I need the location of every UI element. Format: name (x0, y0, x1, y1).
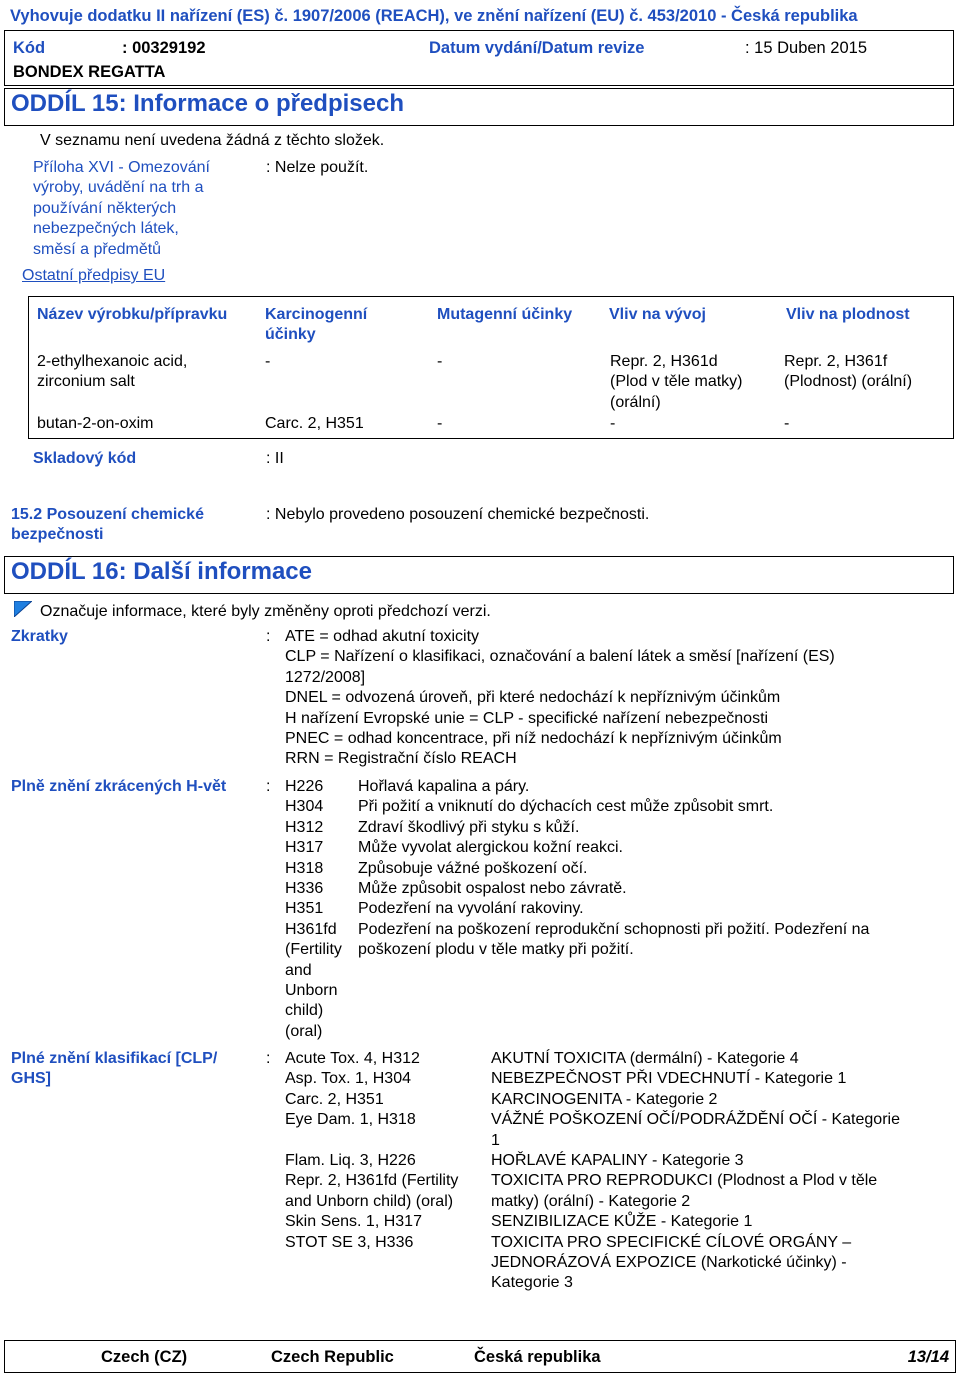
table-cell-line: (Plodnost) (orální) (784, 373, 913, 391)
date-label: Datum vydání/Datum revize (429, 39, 645, 57)
clp-item-code-line: STOT SE 3, H336 (285, 1233, 414, 1251)
annex-xvi-label-line: používání některých (33, 199, 177, 217)
h-statement-code-line: H318 (285, 859, 324, 877)
abbreviation-item: ATE = odhad akutní toxicity (285, 628, 480, 645)
h-statement-text-line: poškození plodu v těle matky při požití. (358, 941, 634, 959)
clp-item-text-line: VÁŽNÉ POŠKOZENÍ OČÍ/PODRÁŽDĚNÍ OČÍ - Kategorie (491, 1111, 900, 1129)
h-statement-text-line: Hořlavá kapalina a páry. (358, 778, 530, 795)
footer-country: Czech Republic (271, 1348, 394, 1366)
h-statement-code (285, 838, 358, 858)
h-statement-text (358, 818, 955, 838)
section-16-title: ODDÍL 16: Další informace (11, 558, 312, 585)
carcinogen-table (28, 296, 954, 439)
abbreviations-colon: : (266, 628, 271, 645)
table-cell-line: (orální) (610, 393, 661, 411)
storage-code-label: Skladový kód (33, 450, 137, 467)
clp-item (285, 1212, 955, 1232)
h-statement (285, 838, 955, 858)
table-header-mut: Mutagenní účinky (437, 306, 573, 323)
annex-xvi-label-line: výroby, uvádění na trh a (33, 179, 204, 197)
clp-item-code (285, 1212, 491, 1232)
h-statement-code (285, 920, 358, 1042)
clp-item-code-line: Carc. 2, H351 (285, 1090, 384, 1108)
h-statement-code-line: Unborn (285, 982, 338, 1000)
h-statements-colon: : (266, 778, 271, 795)
annex-xvi-label-line: nebezpečných látek, (33, 220, 179, 238)
h-statement-text-line: Zdraví škodlivý při styku s kůží. (358, 818, 580, 836)
clp-label-line: GHS] (11, 1070, 51, 1088)
abbreviations-list (285, 627, 945, 770)
h-statement (285, 859, 955, 879)
abbreviation-item: PNEC = odhad koncentrace, při níž nedochází k nepříznivým účinkům (285, 730, 782, 748)
h-statement-code (285, 899, 358, 919)
clp-item-code-line: Repr. 2, H361fd (Fertility (285, 1172, 459, 1190)
abbreviation-item: RRN = Registrační číslo REACH (285, 750, 517, 768)
clp-colon: : (266, 1050, 271, 1067)
h-statement-code (285, 859, 358, 879)
abbreviation-item: CLP = Nařízení o klasifikaci, označování a balení látek a směsí [nařízení (ES) (285, 648, 835, 666)
h-statement-code-line: and (285, 961, 312, 979)
h-statement-text-line: Může způsobit ospalost nebo závratě. (358, 880, 627, 898)
table-row (37, 414, 154, 434)
h-statement (285, 920, 955, 1042)
h-statements-label: Plně znění zkrácených H-vět (11, 778, 227, 795)
abbreviation-item: 1272/2008] (285, 668, 366, 686)
assessment-label (11, 505, 204, 546)
h-statement-text-line: Způsobuje vážné poškození očí. (358, 859, 588, 877)
h-statement-code-line: (Fertility (285, 941, 342, 959)
clp-item-code (285, 1049, 491, 1069)
table-header-carc (265, 305, 367, 346)
h-statement (285, 777, 955, 797)
h-statement-code (285, 818, 358, 838)
clp-item-code (285, 1090, 491, 1110)
clp-item-code-line: Skin Sens. 1, H317 (285, 1213, 422, 1231)
h-statement-text (358, 838, 955, 858)
table-row (37, 352, 187, 393)
table-header-carc-line: účinky (265, 326, 316, 344)
code-value: : 00329192 (122, 39, 206, 57)
table-cell: zirconium salt (37, 373, 135, 391)
table-cell: 2-ethylhexanoic acid, (37, 353, 188, 370)
h-statements-list (285, 777, 955, 1042)
table-header-fert: Vliv na plodnost (786, 306, 910, 323)
clp-item-text (491, 1069, 955, 1089)
h-statement-code-line: H226 (285, 778, 324, 795)
clp-item-text-line: HOŘLAVÉ KAPALINY - Kategorie 3 (491, 1152, 744, 1170)
changed-marker-icon (14, 601, 32, 617)
h-statement-code-line: H336 (285, 880, 324, 898)
table-cell: - (437, 353, 443, 370)
table-header-name: Název výrobku/přípravku (37, 306, 228, 323)
section-15-header (4, 88, 954, 126)
clp-item-code-line: Acute Tox. 4, H312 (285, 1050, 420, 1067)
h-statement (285, 818, 955, 838)
h-statement-text (358, 797, 955, 817)
h-statement-code-line: H312 (285, 818, 324, 836)
h-statement (285, 879, 955, 899)
h-statement-text (358, 920, 955, 1042)
page-number: 13/14 (907, 1348, 949, 1366)
table-cell-line: Repr. 2, H361f (784, 353, 888, 370)
clp-item-code-line: Asp. Tox. 1, H304 (285, 1070, 411, 1088)
clp-item-code (285, 1151, 491, 1171)
clp-item-text-line: TOXICITA PRO REPRODUKCI (Plodnost a Plod v těle (491, 1172, 878, 1190)
table-cell-line: (Plod v těle matky) (610, 373, 743, 391)
date-value: : 15 Duben 2015 (745, 39, 868, 57)
h-statement-text (358, 777, 955, 797)
changed-note: Označuje informace, které byly změněny oproti předchozí verzi. (40, 603, 491, 620)
table-cell-line: Repr. 2, H361d (610, 353, 718, 370)
table-header-carc-line: Karcinogenní (265, 306, 368, 323)
footer-language: Czech (CZ) (101, 1348, 188, 1366)
clp-item-text-line: NEBEZPEČNOST PŘI VDECHNUTÍ - Kategorie 1 (491, 1070, 847, 1088)
clp-label-line: Plné znění klasifikací [CLP/ (11, 1050, 218, 1067)
h-statement-code-line: H317 (285, 839, 324, 857)
clp-item (285, 1110, 955, 1151)
clp-item (285, 1233, 955, 1294)
h-statement-code-line: H361fd (285, 920, 337, 938)
h-statement-code-line: H304 (285, 798, 324, 816)
clp-item-text (491, 1171, 955, 1212)
clp-item (285, 1069, 955, 1089)
clp-label (11, 1049, 217, 1090)
clp-item-text (491, 1049, 955, 1069)
clp-item (285, 1090, 955, 1110)
h-statement-code (285, 777, 358, 797)
clp-item-text (491, 1233, 955, 1294)
annex-xvi-label (33, 158, 263, 260)
table-cell: - (610, 415, 616, 432)
clp-item-text-line: SENZIBILIZACE KŮŽE - Kategorie 1 (491, 1213, 753, 1231)
assessment-value: : Nebylo provedeno posouzení chemické bezpečnosti. (266, 506, 650, 523)
clp-item-text (491, 1110, 955, 1151)
clp-item-text-line: TOXICITA PRO SPECIFICKÉ CÍLOVÉ ORGÁNY – (491, 1233, 852, 1251)
header-box (4, 30, 954, 86)
assessment-label-line: bezpečnosti (11, 526, 104, 544)
h-statement-text (358, 899, 955, 919)
table-cell (784, 352, 912, 393)
clp-item-text-line: matky) (orální) - Kategorie 2 (491, 1192, 691, 1210)
h-statement-text-line: Podezření na poškození reprodukční schopnosti při požití. Podezření na (358, 920, 870, 938)
section-15-title: ODDÍL 15: Informace o předpisech (11, 90, 404, 117)
h-statement-text-line: Může vyvolat alergickou kožní reakci. (358, 839, 623, 857)
clp-item-text (491, 1151, 955, 1171)
storage-code-value: : II (266, 450, 284, 467)
clp-item-text-line: AKUTNÍ TOXICITA (dermální) - Kategorie 4 (491, 1050, 799, 1067)
table-cell (610, 352, 742, 413)
product-name: BONDEX REGATTA (13, 63, 166, 81)
h-statement-code-line: H351 (285, 900, 324, 918)
annex-xvi-value: : Nelze použít. (266, 159, 369, 176)
h-statement-code (285, 797, 358, 817)
h-statement-code (285, 879, 358, 899)
abbreviations-label: Zkratky (11, 628, 68, 645)
h-statement (285, 899, 955, 919)
clp-item-text-line: 1 (491, 1131, 500, 1149)
regulation-line: Vyhovuje dodatku II nařízení (ES) č. 1907/2006 (REACH), ve znění nařízení (EU) č. 453/2010 - Česká republika (10, 7, 858, 25)
clp-item-code (285, 1233, 491, 1294)
not-listed-text: V seznamu není uvedena žádná z těchto složek. (40, 132, 385, 149)
footer-country-local: Česká republika (474, 1348, 601, 1366)
clp-item (285, 1171, 955, 1212)
table-cell: butan-2-on-oxim (37, 415, 154, 432)
table-cell: - (437, 415, 443, 432)
clp-item-code-line: and Unborn child) (oral) (285, 1192, 454, 1210)
clp-item-code (285, 1171, 491, 1212)
code-label: Kód (13, 39, 46, 57)
h-statement-code-line: child) (285, 1002, 324, 1020)
clp-list (285, 1049, 955, 1294)
h-statement-text-line: Podezření na vyvolání rakoviny. (358, 900, 584, 918)
table-cell: - (265, 353, 271, 370)
clp-item (285, 1049, 955, 1069)
clp-item-text-line: Kategorie 3 (491, 1274, 573, 1292)
h-statement-text-line: Při požití a vniknutí do dýchacích cest může způsobit smrt. (358, 798, 774, 816)
clp-item-code-line: Eye Dam. 1, H318 (285, 1111, 416, 1129)
clp-item-text (491, 1212, 955, 1232)
section-16-header (4, 556, 954, 594)
clp-item (285, 1151, 955, 1171)
assessment-label-line: 15.2 Posouzení chemické (11, 506, 204, 523)
page-footer (4, 1340, 956, 1373)
clp-item-text (491, 1090, 955, 1110)
annex-xvi-label-line: směsí a předmětů (33, 240, 162, 258)
table-cell: - (784, 415, 790, 432)
abbreviation-item: DNEL = odvozená úroveň, při které nedochází k nepříznivým účinkům (285, 689, 781, 707)
table-header-dev: Vliv na vývoj (609, 306, 706, 323)
h-statement-text (358, 879, 955, 899)
abbreviation-item: H nařízení Evropské unie = CLP - specifické nařízení nebezpečnosti (285, 709, 769, 727)
clp-item-code (285, 1069, 491, 1089)
clp-item-code (285, 1110, 491, 1151)
table-cell: Carc. 2, H351 (265, 415, 364, 432)
h-statement-text (358, 859, 955, 879)
clp-item-code-line: Flam. Liq. 3, H226 (285, 1152, 416, 1170)
clp-item-text-line: KARCINOGENITA - Kategorie 2 (491, 1090, 718, 1108)
other-eu-heading: Ostatní předpisy EU (22, 267, 166, 284)
h-statement-code-line: (oral) (285, 1022, 323, 1040)
annex-xvi-label-line: Příloha XVI - Omezování (33, 159, 210, 176)
h-statement (285, 797, 955, 817)
clp-item-text-line: JEDNORÁZOVÁ EXPOZICE (Narkotické účinky) - (491, 1254, 847, 1272)
